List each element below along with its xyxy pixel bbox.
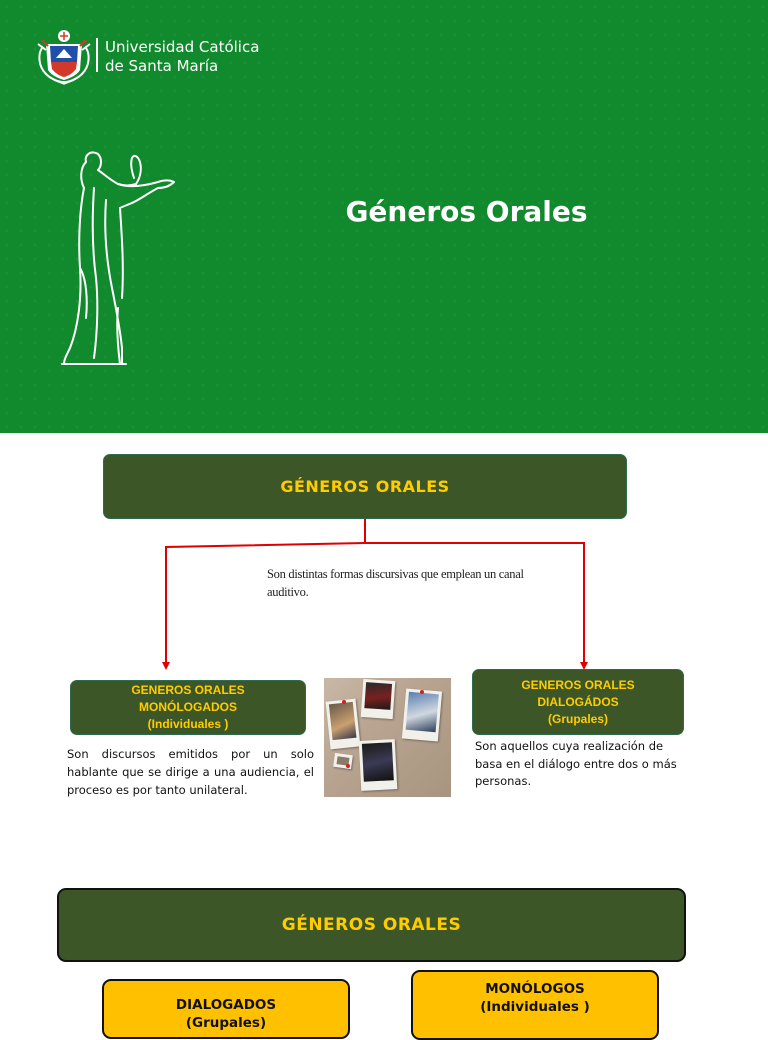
pin-1: [342, 700, 346, 704]
concept-map-title: GÉNEROS ORALES: [280, 477, 450, 496]
monologues-box-line1: MONÓLOGOS: [485, 981, 585, 997]
monologues-box: [411, 970, 659, 1040]
photo-1: [326, 699, 361, 750]
photo-3: [402, 689, 442, 742]
photo-4: [359, 739, 398, 791]
pinned-photos-image: [324, 678, 451, 797]
section-title-box: [57, 888, 686, 962]
dialogues-box-line2: (Grupales): [185, 1015, 267, 1031]
genres-definition: Son distintas formas discursivas que emplean un canal auditivo.: [267, 567, 524, 599]
monologues-box-line2: (Individuales ): [480, 999, 590, 1015]
university-name-line2: de Santa María: [105, 57, 219, 75]
monologue-box-line2: MONÓLOGADOS: [139, 700, 237, 714]
dialogue-box-line1: GENEROS ORALES: [521, 677, 635, 692]
dialogues-box: [102, 979, 350, 1039]
slide-title: Géneros Orales: [345, 195, 588, 228]
dialogue-box-line3: (Grupales): [547, 711, 608, 726]
dialogue-description: Son aquellos cuya realización de basa en el diálogo entre dos o más personas.: [475, 739, 677, 788]
dialogues-box-line1: DIALOGADOS: [175, 997, 277, 1013]
university-name-line1: Universidad Católica: [105, 38, 260, 56]
connector-right-branch: [365, 543, 584, 663]
photo-2: [361, 679, 396, 719]
pin-3: [346, 764, 350, 768]
university-crest-logo: [36, 26, 92, 86]
arrowhead-left: [162, 662, 170, 670]
photo-5: [333, 753, 353, 769]
logo-divider: [96, 38, 98, 72]
concept-map-connectors: [0, 433, 768, 683]
virgin-statue-illustration: [58, 148, 178, 370]
pin-2: [420, 690, 424, 694]
monologue-genres-box: [70, 680, 306, 735]
monologue-box-line3: (Individuales ): [147, 717, 229, 731]
monologue-box-line1: GENEROS ORALES: [131, 683, 245, 697]
dialogue-box-line2: DIALOGÁDOS: [537, 694, 619, 709]
section-title: GÉNEROS ORALES: [281, 915, 462, 935]
title-slide: [0, 0, 768, 433]
monologue-description: Son discursos emitidos por un solo hablante que se dirige a una audiencia, el proceso es por tanto unilateral.: [67, 747, 314, 797]
connector-left-branch: [166, 543, 365, 663]
dialogue-genres-box: [472, 669, 684, 735]
